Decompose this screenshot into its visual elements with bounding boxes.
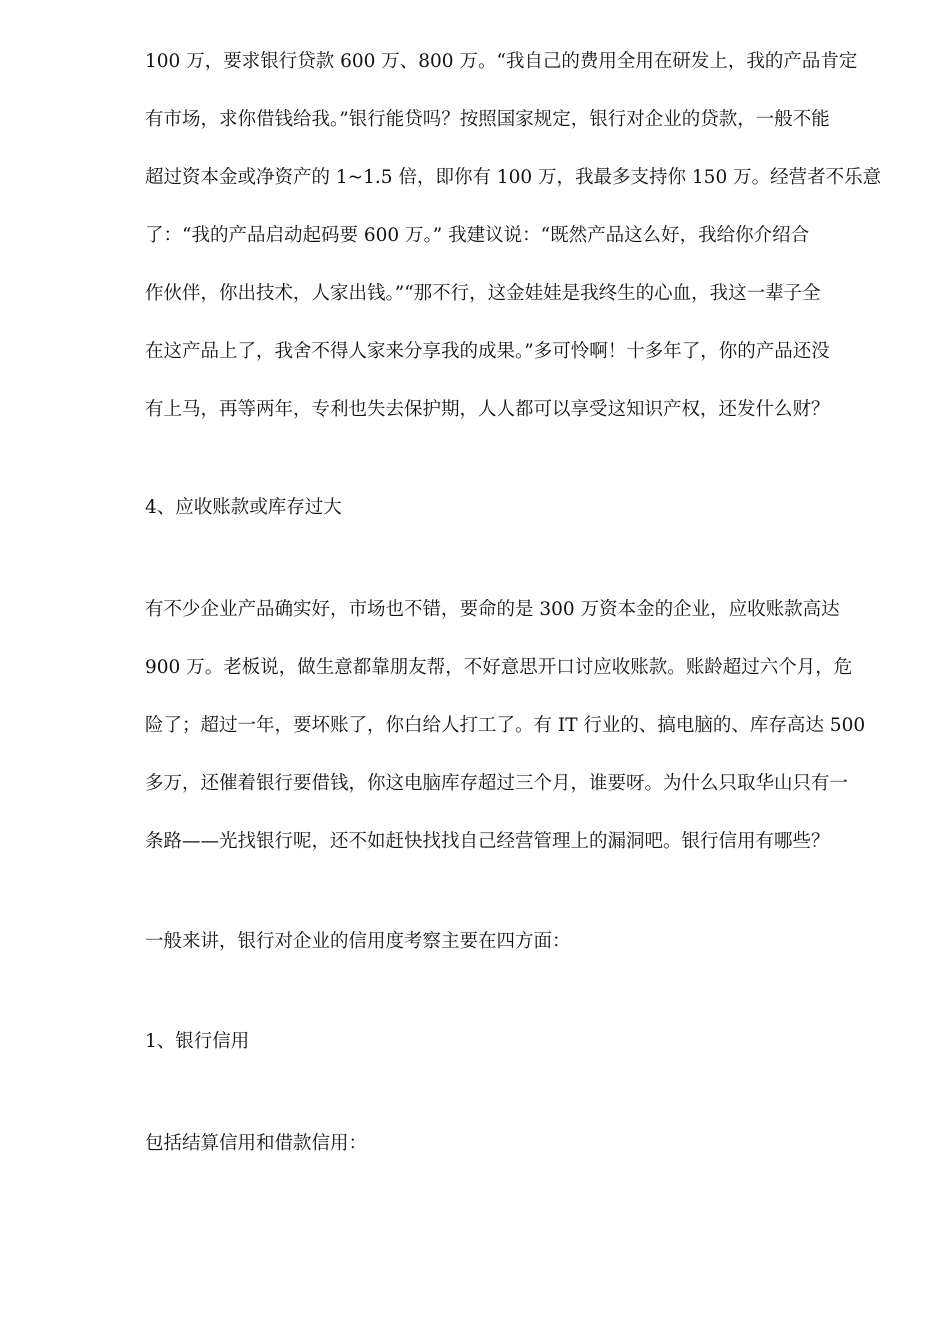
paragraph1-line-4: 了：“我的产品启动起码要 600 万。” 我建议说：“既然产品这么好，我给你介绍合 xyxy=(145,225,810,246)
paragraph1-line-6: 在这产品上了，我舍不得人家来分享我的成果。”多可怜啊！十多年了，你的产品还没 xyxy=(145,341,830,362)
paragraph1-line-1: 100 万，要求银行贷款 600 万、800 万。“我自己的费用全用在研发上，我的产品肯定 xyxy=(145,51,858,72)
paragraph1-line-2: 有市场，求你借钱给我。”银行能贷吗？按照国家规定，银行对企业的贷款，一般不能 xyxy=(145,109,830,130)
section-heading-4: 4、应收账款或库存过大 xyxy=(145,497,342,518)
paragraph2-line-3: 险了；超过一年，要坏账了，你白给人打工了。有 IT 行业的、搞电脑的、库存高达 500 xyxy=(145,715,866,736)
final-paragraph: 包括结算信用和借款信用： xyxy=(145,1133,368,1154)
paragraph2-line-2: 900 万。老板说，做生意都靠朋友帮，不好意思开口讨应收账款。账龄超过六个月，危 xyxy=(145,657,853,678)
paragraph2-line-5: 条路——光找银行呢，还不如赶快找找自己经营管理上的漏洞吧。银行信用有哪些？ xyxy=(145,831,830,852)
intro-paragraph: 一般来讲，银行对企业的信用度考察主要在四方面： xyxy=(145,931,571,952)
paragraph1-line-5: 作伙伴，你出技术，人家出钱。”“那不行，这金娃娃是我终生的心血，我这一辈子全 xyxy=(145,283,821,304)
section-heading-1: 1、银行信用 xyxy=(145,1031,250,1052)
paragraph2-line-4: 多万，还催着银行要借钱，你这电脑库存超过三个月，谁要呀。为什么只取华山只有一 xyxy=(145,773,849,794)
paragraph1-line-3: 超过资本金或净资产的 1~1.5 倍，即你有 100 万，我最多支持你 150 万。经营者不乐意 xyxy=(145,167,882,188)
paragraph2-line-1: 有不少企业产品确实好，市场也不错，要命的是 300 万资本金的企业，应收账款高达 xyxy=(145,599,840,620)
paragraph1-line-7: 有上马，再等两年，专利也失去保护期，人人都可以享受这知识产权，还发什么财？ xyxy=(145,399,830,420)
